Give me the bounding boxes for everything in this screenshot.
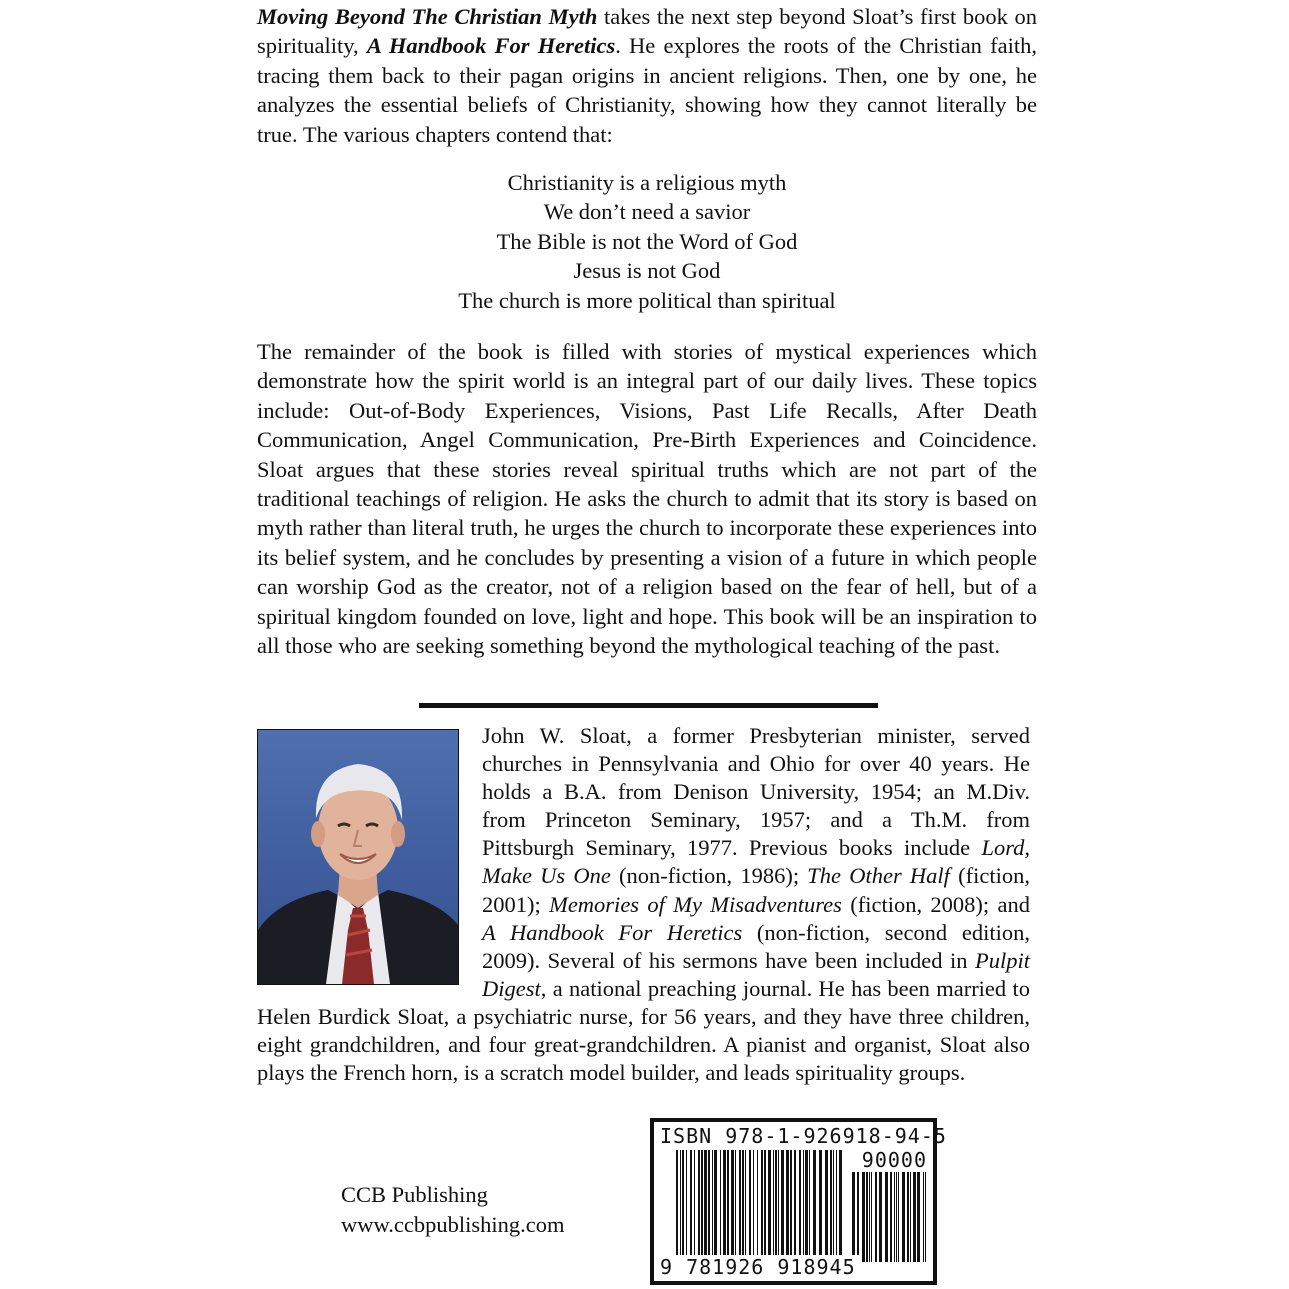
bio-text: (non-fiction, second edition, 2009). Several of his sermons have been included in [482,919,1030,973]
barcode-bar [885,1172,888,1262]
barcode-bar [923,1172,924,1262]
bio-text: John W. Sloat, a former Presbyterian minister, served churches in Pennsylvania and Ohio for over 40 years. He holds a B.A. from Denison University, 1954; an M.Div. from Princeton Seminary, 1957; and a Th.M. from Pittsburgh Seminary, 1977. Previous books include [482,723,1030,861]
bio-text: (fiction, 2008); and [841,891,1030,917]
barcode-bar [768,1150,771,1260]
barcode-bar [879,1172,882,1262]
barcode-bar [682,1150,684,1260]
barcode-bar [839,1150,842,1260]
isbn-barcode [650,1118,947,1285]
addon-barcode-bars-icon [852,1172,928,1262]
barcode-bar [686,1150,687,1260]
barcode-bar [862,1172,865,1262]
intro-text-b: . He explores the roots of the Christian faith, tracing them back to their pagan origins in ancient religions. Then, one by one, he analyzes the essential beliefs of Christianity, showing how they cannot literally be true. The various chapters contend that: [257,33,1037,147]
barcode-bar [833,1150,834,1260]
bio-journal-title: Pulpit Digest [482,947,1030,1001]
barcode-bar [852,1172,855,1262]
barcode-bar [857,1172,859,1262]
barcode-bar [731,1150,734,1260]
barcode-bar [701,1150,703,1260]
barcode-bar [794,1150,796,1260]
barcode-bar [917,1172,920,1262]
claim-item: The Bible is not the Word of God [496,228,798,254]
barcode-bar [742,1150,744,1260]
barcode-bar [775,1150,777,1260]
barcode-bar [712,1150,713,1260]
barcode-bar [761,1150,763,1260]
bio-book-title: A Handbook For Heretics [482,919,743,945]
remainder-paragraph: The remainder of the book is filled with stories of mystical experiences which demonstrate how the spirit world is an integral part of our daily lives. These topics include: Out-of-Body Experiences, Visions, Past Life Recalls, After Death Communication, Angel Communication, Pre-Birth Experiences and Coincidence. Sloat argues that these stories reveal spiritual truths which are not part of the traditional teachings of religion. He asks the church to admit that its story is based on myth rather than literal truth, he urges the church to incorporate these experiences into its belief system, and he concludes by presenting a vision of a future in which people can worship God as the creator, not of a religion based on the fear of hell, but of a spiritual kingdom founded on love, light and hope. This book will be an inspiration to all those who are seeking something beyond the mythological teaching of the past. [257,339,1037,659]
section-divider [419,703,878,708]
barcode-bar [790,1150,792,1260]
barcode-bar [825,1150,828,1260]
barcode-bar [676,1150,678,1260]
barcode-bar [778,1150,779,1260]
barcode-bar [690,1150,692,1260]
intro-paragraph [257,2,1037,149]
barcode-bars-icon [676,1150,846,1260]
barcode-bar [836,1150,837,1260]
barcode-bar [910,1172,911,1262]
bio-text: (non-fiction, 1986); [610,863,808,889]
book-title: Moving Beyond The Christian Myth [257,4,598,29]
author-bio [257,722,1030,1087]
barcode-bar [764,1150,766,1260]
bio-text: (fiction, 2001); [482,863,1030,917]
publisher-url: www.ccbpublishing.com [341,1212,565,1237]
barcode-bar [727,1150,729,1260]
barcode-bar [894,1172,895,1262]
barcode-bar [739,1150,741,1260]
price-code: 90000 [861,1148,927,1172]
publisher-name: CCB Publishing [341,1182,488,1207]
barcode-bar [913,1172,916,1262]
previous-book-title: A Handbook For Heretics [366,33,616,59]
barcode-bar [809,1150,810,1260]
barcode-bar [898,1172,899,1262]
barcode-bar [753,1150,754,1260]
barcode-bar [799,1150,801,1260]
bio-book-title: Lord, Make Us One [482,835,1030,889]
claim-item: The church is more political than spiritual [458,287,836,313]
barcode-bar [805,1150,808,1260]
barcode-bar [757,1150,758,1260]
barcode-bar [680,1150,681,1260]
barcode-bar [723,1150,726,1260]
barcode-bar [714,1150,717,1260]
barcode-bar [735,1150,736,1260]
isbn-label: ISBN 978-1-926918-94-5 [660,1124,947,1148]
barcode-bar [786,1150,789,1260]
barcode-bar [720,1150,721,1260]
barcode-bar [704,1150,707,1260]
claim-item: Jesus is not God [573,258,721,284]
intro-text-a: takes the next step beyond Sloat’s first book on spirituality, [257,4,1037,59]
publisher-block [341,1180,565,1240]
photo-spacer [257,722,482,990]
barcode-bar [773,1150,774,1260]
barcode-bar [781,1150,784,1260]
barcode-bar [875,1172,877,1262]
barcode-bar [694,1150,695,1260]
barcode-bar [925,1172,926,1262]
barcode-bar [907,1172,909,1262]
barcode-bar [749,1150,751,1260]
bio-book-title: Memories of My Misadventures [549,891,842,917]
barcode-bar [869,1172,870,1262]
barcode-bar [819,1150,822,1260]
claim-item: We don’t need a savior [543,199,751,225]
barcode-bar [890,1172,892,1262]
barcode-bar [902,1172,905,1262]
chapter-claims [257,168,1037,315]
barcode-bar [745,1150,746,1260]
barcode-bar [698,1150,700,1260]
ean-digits: 9 781926 918945 [660,1255,860,1279]
barcode-bar [803,1150,804,1260]
barcode-bar [813,1150,816,1260]
barcode-bar [896,1172,897,1262]
barcode-bar [866,1172,868,1262]
barcode-bar [830,1150,832,1260]
barcode-bar [871,1172,872,1262]
bio-text: , a national preaching journal. He has been married to Helen Burdick Sloat, a psychiatric nurse, for 56 years, and they have three children, eight grandchildren, and four great-grandchildren. A pianist and organist, Sloat also plays the French horn, is a scratch model builder, and leads spirituality groups. [257,975,1030,1086]
bio-book-title: The Other Half [807,863,950,889]
claim-item: Christianity is a religious myth [507,170,787,195]
barcode-bar [708,1150,710,1260]
